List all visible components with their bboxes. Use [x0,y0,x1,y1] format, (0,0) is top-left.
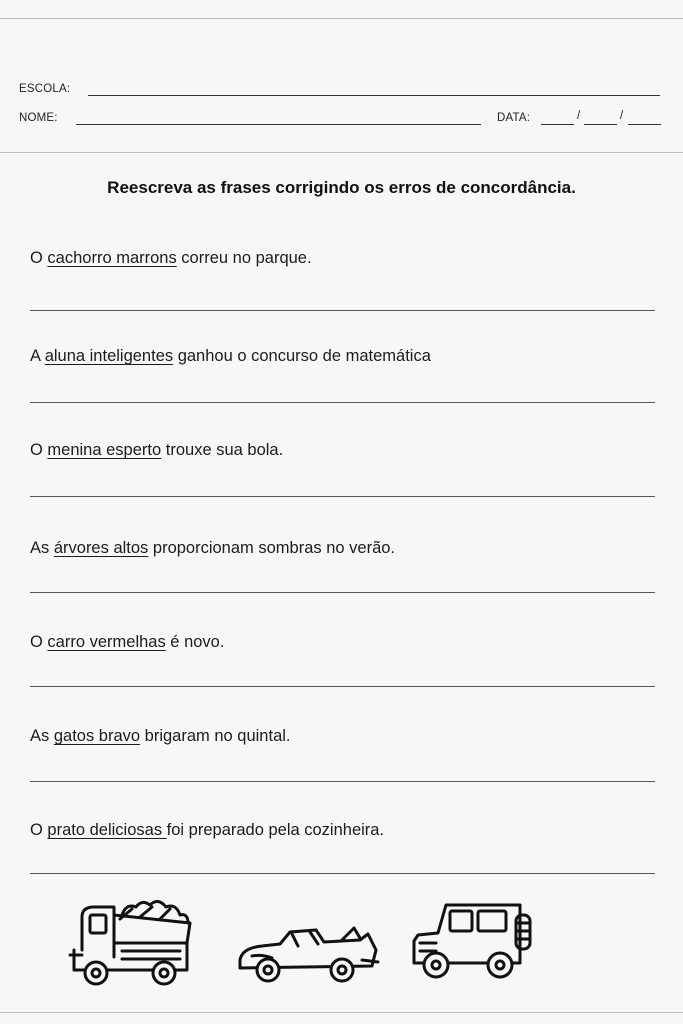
school-input-line[interactable] [88,95,660,96]
sentence-6-error: gatos bravo [53,727,141,745]
school-field [19,83,70,95]
dump-truck-icon [62,895,197,990]
date-separator-2: / [620,110,624,122]
bottom-rule [0,1012,683,1013]
answer-line-5[interactable] [30,686,655,687]
date-day-line[interactable] [541,124,574,125]
sentence-5 [30,633,224,652]
header-divider [0,152,683,153]
answer-line-1[interactable] [30,310,655,311]
sentence-6-before: As [30,727,54,745]
sentence-4 [30,539,395,558]
answer-line-3[interactable] [30,496,655,497]
instructions-title: Reescreva as frases corrigindo os erros de concordância. [107,178,576,197]
answer-line-6[interactable] [30,781,655,782]
sentence-3-before: O [30,441,48,459]
sentence-5-before: O [30,633,48,651]
sentence-6 [30,727,291,746]
sentence-4-before: As [30,539,54,557]
sentence-1-after: correu no parque. [176,249,312,267]
school-label: ESCOLA: [19,83,71,95]
sentence-4-after: proporcionam sombras no verão. [148,539,396,557]
name-input-line[interactable] [76,124,481,125]
sentence-2-after: ganhou o concurso de matemática [173,347,431,365]
sentence-5-after: é novo. [165,633,225,651]
jeep-icon [408,897,538,987]
date-label: DATA: [497,112,531,124]
sentence-6-after: brigaram no quintal. [140,727,291,745]
sentence-7-before: O [30,821,48,839]
answer-line-2[interactable] [30,402,655,403]
date-separator-1: / [577,110,581,122]
race-car-icon [232,920,382,990]
sentence-5-error: carro vermelhas [47,633,166,651]
sentence-1-error: cachorro marrons [47,249,177,267]
answer-line-7[interactable] [30,873,655,874]
sentence-2-before: A [30,347,45,365]
name-label: NOME: [19,112,58,124]
sentence-4-error: árvores altos [53,539,149,557]
sentence-2 [30,347,431,366]
name-field [19,112,58,124]
sentence-7-error: prato deliciosas [47,821,167,839]
date-month-line[interactable] [584,124,617,125]
sentence-3-after: trouxe sua bola. [161,441,284,459]
date-year-line[interactable] [628,124,661,125]
sentence-7 [30,821,384,840]
answer-line-4[interactable] [30,592,655,593]
top-rule [0,18,683,19]
date-field [497,112,530,124]
sentence-1 [30,249,312,268]
sentence-3-error: menina esperto [47,441,162,459]
sentence-7-after: foi preparado pela cozinheira. [166,821,385,839]
sentence-3 [30,441,283,460]
sentence-1-before: O [30,249,48,267]
sentence-2-error: aluna inteligentes [44,347,174,365]
